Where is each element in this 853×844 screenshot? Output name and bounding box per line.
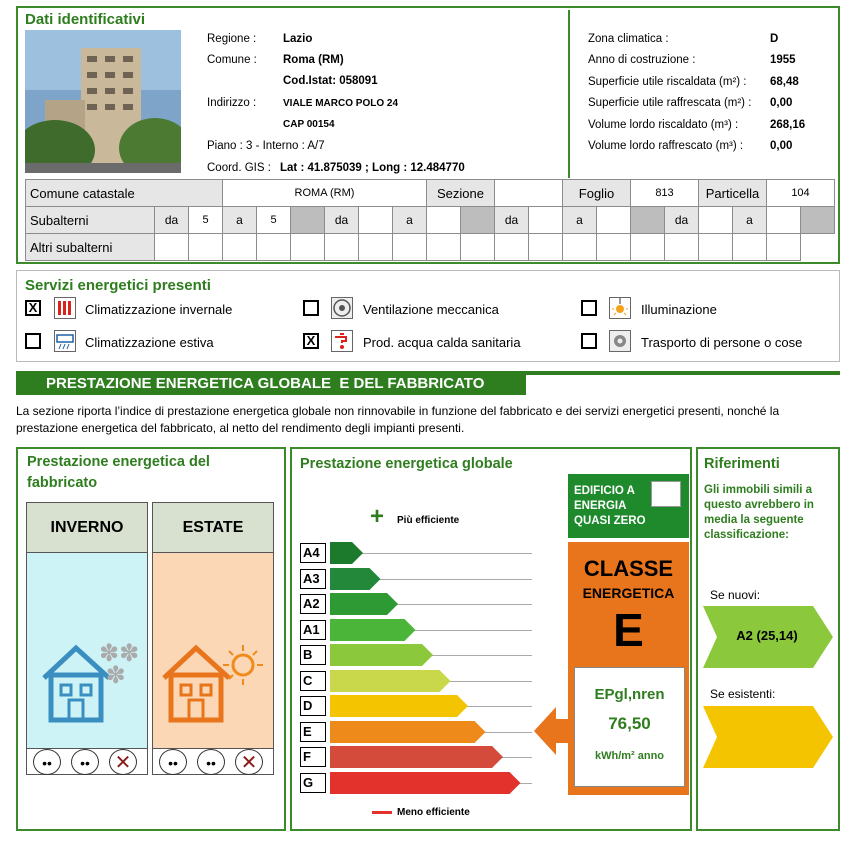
cell bbox=[393, 234, 427, 261]
cell bbox=[733, 234, 767, 261]
class-label-e: E bbox=[300, 722, 326, 742]
cell bbox=[665, 234, 699, 261]
class-label-a1: A1 bbox=[300, 620, 326, 640]
servizio-label: Climatizzazione invernale bbox=[85, 302, 233, 317]
catasto-table bbox=[25, 179, 835, 261]
intro-text: La sezione riporta l’indice di prestazione energetica globale non rinnovabile in funzione del fabbricato e dei servizi energetici presenti, nonché la prestazione energetica del fabbricato, al netto del rendimento degli impianti presenti. bbox=[16, 404, 780, 435]
cell bbox=[767, 207, 801, 234]
esistenti-arrow bbox=[703, 706, 833, 768]
zona-value: D bbox=[770, 33, 779, 45]
cell bbox=[495, 234, 529, 261]
vol-risc-value: 268,16 bbox=[770, 119, 806, 131]
zona-label: Zona climatica : bbox=[588, 33, 669, 45]
vol-risc-label: Volume lordo riscaldato (m³) : bbox=[588, 119, 739, 131]
checkbox-acqua-calda[interactable]: X bbox=[303, 333, 319, 349]
foglio-label: Foglio bbox=[563, 180, 631, 207]
cell bbox=[631, 234, 665, 261]
class-bar-f bbox=[330, 746, 504, 768]
cell bbox=[291, 234, 325, 261]
regione-label: Regione : bbox=[207, 33, 257, 45]
da-label: da bbox=[665, 207, 699, 234]
cell bbox=[223, 234, 257, 261]
checkbox-climatizzazione-invernale[interactable]: X bbox=[25, 300, 41, 316]
nzeb-checkbox[interactable] bbox=[651, 481, 681, 507]
snowflake-icon: ✽✽ ✽ bbox=[99, 640, 140, 689]
checkbox-illuminazione[interactable] bbox=[581, 300, 597, 316]
sub-a-value: 5 bbox=[257, 207, 291, 234]
esistenti-label: Se esistenti: bbox=[710, 687, 776, 701]
fabbricato-title: Prestazione energetica del fabbricato bbox=[27, 454, 210, 491]
ep-unit: kWh/m² anno bbox=[594, 750, 665, 762]
sub-da-value: 5 bbox=[189, 207, 223, 234]
servizio-label: Ventilazione meccanica bbox=[363, 302, 499, 317]
vol-raff-label: Volume lordo raffrescato (m³) : bbox=[588, 140, 744, 152]
class-bar-g bbox=[330, 772, 522, 794]
inverno-header: INVERNO bbox=[27, 503, 147, 553]
meno-efficiente: Meno efficiente bbox=[397, 807, 470, 818]
piu-efficiente: Più efficiente bbox=[397, 515, 460, 526]
cell bbox=[359, 234, 393, 261]
checkbox-ventilazione[interactable] bbox=[303, 300, 319, 316]
nzeb-label: EDIFICIO A ENERGIA QUASI ZERO bbox=[574, 485, 646, 527]
inverno-panel bbox=[26, 502, 148, 775]
cell bbox=[597, 234, 631, 261]
estate-faces bbox=[153, 748, 273, 774]
minus-icon bbox=[372, 811, 392, 814]
class-label-g: G bbox=[300, 773, 326, 793]
sezione-value bbox=[495, 180, 563, 207]
servizio-label: Prod. acqua calda sanitaria bbox=[363, 335, 521, 350]
cell bbox=[699, 207, 733, 234]
sup-raff-value: 0,00 bbox=[770, 97, 793, 109]
fan-icon bbox=[331, 297, 353, 319]
sup-risc-label: Superficie utile riscaldata (m²) : bbox=[588, 76, 747, 88]
radiator-icon bbox=[54, 297, 76, 319]
cell bbox=[427, 207, 461, 234]
cell bbox=[631, 207, 665, 234]
nuovi-value: A2 (25,14) bbox=[736, 628, 798, 643]
particella-label: Particella bbox=[699, 180, 767, 207]
cell bbox=[767, 234, 801, 261]
servizi-title: Servizi energetici presenti bbox=[25, 277, 211, 294]
cell bbox=[359, 207, 393, 234]
cell bbox=[325, 234, 359, 261]
indirizzo-label: Indirizzo : bbox=[207, 97, 257, 109]
servizio-label: Illuminazione bbox=[641, 302, 717, 317]
building-photo bbox=[25, 30, 181, 173]
cell bbox=[461, 207, 495, 234]
estate-header: ESTATE bbox=[153, 503, 273, 553]
coord-value: Lat : 41.875039 ; Long : 12.484770 bbox=[280, 162, 465, 174]
gear-icon bbox=[609, 330, 631, 352]
class-bar-a2 bbox=[330, 593, 399, 615]
altri-subalterni-label: Altri subalterni bbox=[26, 234, 155, 261]
cell bbox=[529, 207, 563, 234]
comune-catastale-value: ROMA (RM) bbox=[223, 180, 427, 207]
anno-value: 1955 bbox=[770, 54, 796, 66]
riferimenti-title: Riferimenti bbox=[704, 456, 780, 472]
class-label-a2: A2 bbox=[300, 594, 326, 614]
cell bbox=[563, 234, 597, 261]
class-label-b: B bbox=[300, 645, 326, 665]
sezione-label: Sezione bbox=[427, 180, 495, 207]
banner-title: PRESTAZIONE ENERGETICA GLOBALE E DEL FABBRICATO bbox=[46, 375, 485, 392]
comune-value: Roma (RM) bbox=[283, 54, 344, 66]
anno-label: Anno di costruzione : bbox=[588, 54, 696, 66]
particella-value: 104 bbox=[767, 180, 835, 207]
regione-value: Lazio bbox=[283, 33, 313, 45]
da-label: da bbox=[325, 207, 359, 234]
class-label-a4: A4 bbox=[300, 543, 326, 563]
cell bbox=[189, 234, 223, 261]
class-label-f: F bbox=[300, 747, 326, 767]
class-bar-b bbox=[330, 644, 434, 666]
da-label: da bbox=[155, 207, 189, 234]
class-label-a3: A3 bbox=[300, 569, 326, 589]
comune-label: Comune : bbox=[207, 54, 257, 66]
cell bbox=[529, 234, 563, 261]
a-label: a bbox=[223, 207, 257, 234]
sup-raff-label: Superficie utile raffrescata (m²) : bbox=[588, 97, 752, 109]
cell bbox=[801, 207, 835, 234]
smile-icon: •• bbox=[33, 749, 61, 775]
servizio-label: Climatizzazione estiva bbox=[85, 335, 214, 350]
a-label: a bbox=[393, 207, 427, 234]
class-bar-d bbox=[330, 695, 469, 717]
sad-selected-icon: ✕ bbox=[109, 749, 137, 775]
vol-raff-value: 0,00 bbox=[770, 140, 793, 152]
indirizzo-value: VIALE MARCO POLO 24 bbox=[283, 98, 399, 109]
sup-risc-value: 68,48 bbox=[770, 76, 799, 88]
globale-title: Prestazione energetica globale bbox=[300, 456, 513, 472]
cell bbox=[461, 234, 495, 261]
a-label: a bbox=[563, 207, 597, 234]
classe-label: CLASSE bbox=[583, 556, 674, 581]
divider bbox=[568, 10, 570, 178]
ac-icon bbox=[54, 330, 76, 352]
da-label: da bbox=[495, 207, 529, 234]
class-bar-a1 bbox=[330, 619, 417, 641]
cell bbox=[427, 234, 461, 261]
section-title: Dati identificativi bbox=[25, 11, 146, 28]
sad-selected-icon: ✕ bbox=[235, 749, 263, 775]
cell bbox=[597, 207, 631, 234]
sun-icon bbox=[221, 643, 265, 687]
subalterni-label: Subalterni bbox=[26, 207, 155, 234]
servizio-label: Trasporto di persone o cose bbox=[641, 335, 803, 350]
cell bbox=[291, 207, 325, 234]
ep-label: EPgl,nren bbox=[594, 686, 665, 703]
nuovi-label: Se nuovi: bbox=[710, 588, 761, 602]
cell bbox=[257, 234, 291, 261]
a-label: a bbox=[733, 207, 767, 234]
class-bar-c bbox=[330, 670, 452, 692]
cell bbox=[699, 234, 733, 261]
foglio-value: 813 bbox=[631, 180, 699, 207]
energetica-label: ENERGETICA bbox=[582, 585, 675, 601]
class-label-c: C bbox=[300, 671, 326, 691]
tap-icon bbox=[331, 330, 353, 352]
neutral-icon: •• bbox=[71, 749, 99, 775]
checkbox-climatizzazione-estiva[interactable] bbox=[25, 333, 41, 349]
cap-value: CAP 00154 bbox=[283, 119, 335, 130]
bulb-icon bbox=[609, 297, 631, 319]
coord-label: Coord. GIS : bbox=[207, 162, 271, 174]
cell bbox=[155, 234, 189, 261]
riferimenti-text: Gli immobili simili a questo avrebbero in media la seguente classificazione: bbox=[704, 484, 814, 541]
estate-panel bbox=[152, 502, 274, 775]
class-bar-e bbox=[330, 721, 487, 743]
comune-catastale-label: Comune catastale bbox=[26, 180, 223, 207]
class-label-d: D bbox=[300, 696, 326, 716]
class-bar-a3 bbox=[330, 568, 382, 590]
piano-value: Piano : 3 - Interno : A/7 bbox=[207, 140, 325, 152]
neutral-icon: •• bbox=[197, 749, 225, 775]
classe-value: E bbox=[613, 604, 644, 656]
plus-icon: + bbox=[370, 503, 385, 530]
estate-body bbox=[153, 553, 273, 748]
checkbox-trasporto[interactable] bbox=[581, 333, 597, 349]
inverno-body bbox=[27, 553, 147, 748]
ep-value: 76,50 bbox=[608, 714, 651, 733]
istat-value: Cod.Istat: 058091 bbox=[283, 75, 378, 87]
smile-icon: •• bbox=[159, 749, 187, 775]
inverno-faces bbox=[27, 748, 147, 774]
class-bar-a4 bbox=[330, 542, 364, 564]
